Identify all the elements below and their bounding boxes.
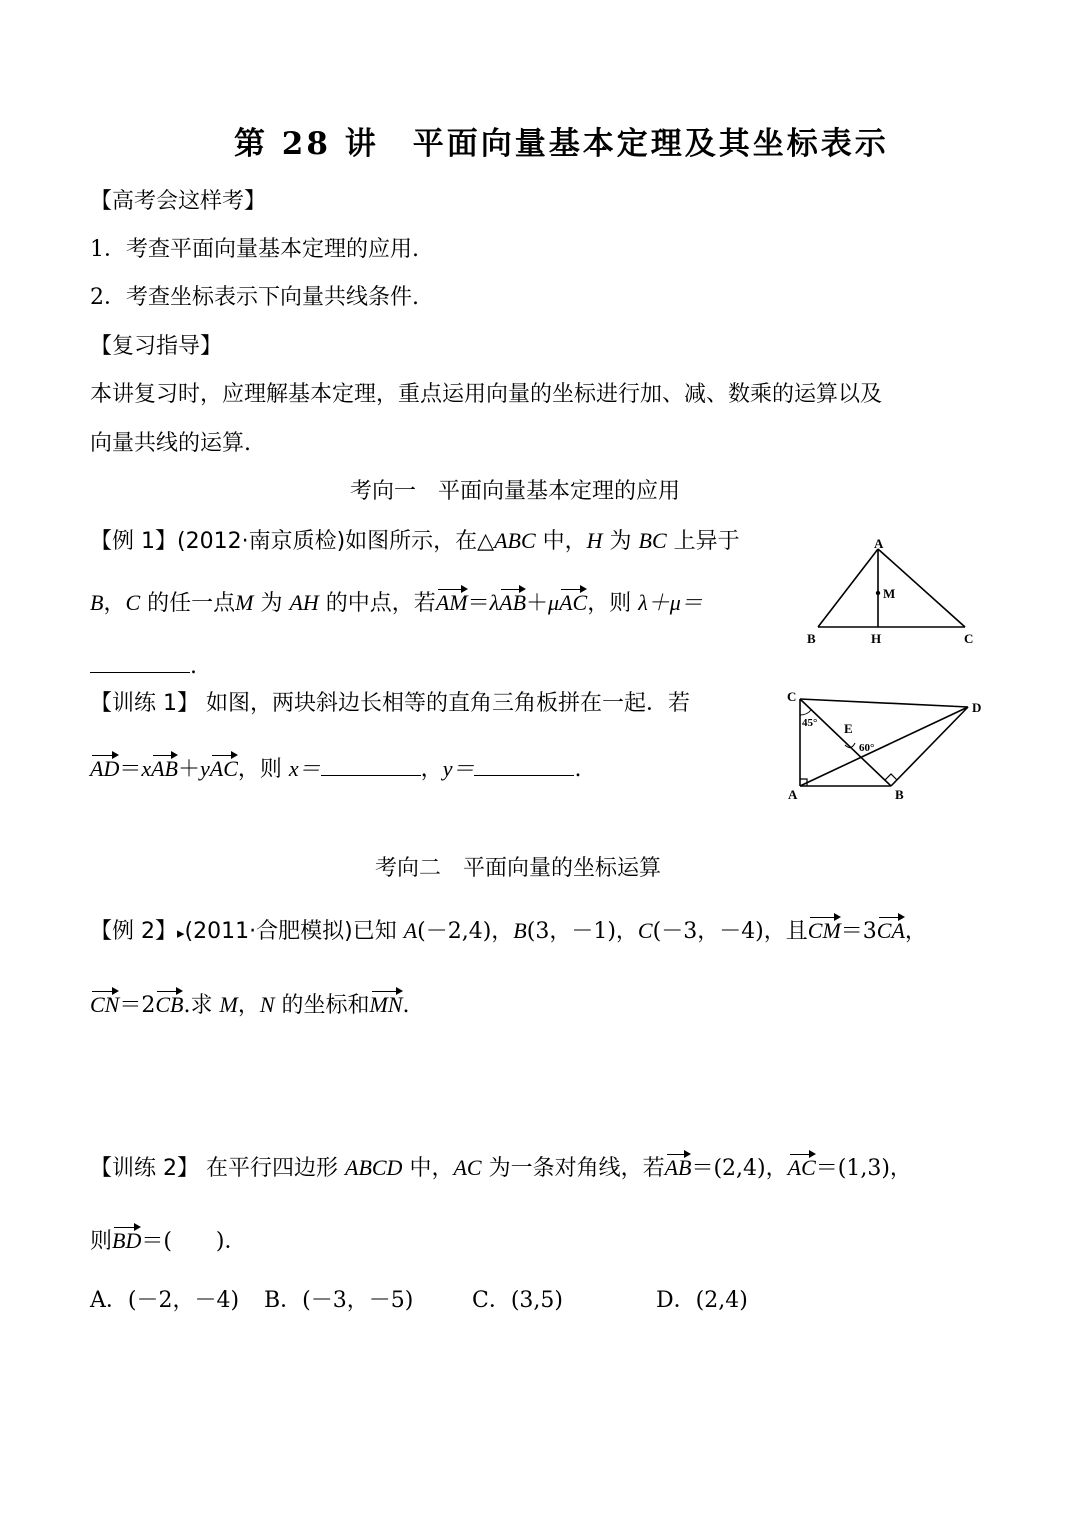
option-c[interactable]: C．(3,5)	[472, 1288, 563, 1313]
label-b: B	[895, 787, 904, 802]
var-x: x	[141, 756, 152, 781]
value-ab: ＝(2,4)，	[691, 1156, 788, 1181]
comma: ，	[103, 591, 126, 616]
equals-2: ＝2	[119, 993, 156, 1018]
label-c: C	[964, 631, 974, 646]
point-m	[876, 591, 880, 595]
var-ah: AH	[289, 590, 319, 615]
value-bd: ＝( )．	[141, 1229, 247, 1254]
training-2-line-2	[90, 1230, 247, 1253]
gaokao-item-2: 2．考查坐标表示下向量共线条件.	[90, 285, 419, 310]
vector-ab: AB	[664, 1155, 692, 1180]
example-2-source: (2011·合肥模拟)	[184, 919, 353, 944]
equals: ＝	[119, 757, 142, 782]
var-a: A	[403, 918, 418, 943]
x-equals: x＝	[288, 756, 321, 781]
var-mu: μ	[548, 590, 560, 615]
coord-a: (－2,4)，	[417, 919, 514, 944]
training-1-text: ，则	[237, 757, 289, 782]
vector-ca: CA	[876, 918, 905, 943]
training-2-text: 在平行四边形	[199, 1156, 345, 1181]
page-title: 第 28 讲 平面向量基本定理及其坐标表示	[234, 126, 889, 162]
edge-ab	[818, 549, 878, 627]
training-2-label: 【训练 2】	[90, 1156, 199, 1181]
example-1-line-1	[90, 530, 740, 553]
option-a[interactable]: A．(－2，－4)	[90, 1288, 240, 1313]
label-angle-60: 60°	[859, 742, 875, 754]
vector-cn: CN	[90, 992, 120, 1017]
vector-cm: CM	[807, 918, 841, 943]
training-2-text: 为一条对角线，若	[481, 1156, 665, 1181]
vector-bd: BD	[112, 1228, 142, 1253]
triangle-abc-figure	[800, 535, 985, 650]
var-bc: BC	[638, 528, 667, 553]
answer-blank-x[interactable]	[321, 757, 421, 776]
training-1-label: 【训练 1】	[90, 691, 199, 716]
training-1-line-2	[90, 757, 581, 781]
label-a: A	[874, 536, 884, 551]
label-h: H	[871, 631, 882, 646]
var-abcd: ABCD	[345, 1155, 403, 1180]
section-1-title: 考向一 平面向量基本定理的应用	[350, 479, 681, 504]
review-line-1: 本讲复习时，应理解基本定理，重点运用向量的坐标进行加、减、数乘的运算以及	[90, 382, 883, 407]
label-angle-45: 45°	[802, 717, 818, 729]
comma: ，	[420, 757, 443, 782]
var-y: y	[200, 756, 210, 781]
example-1-label: 【例 1】	[90, 529, 177, 554]
var-m: M	[219, 992, 238, 1017]
plus: ＋	[178, 757, 201, 782]
label-m: M	[883, 586, 896, 601]
example-1-text: 上异于	[666, 529, 740, 554]
example-2-line-1	[90, 920, 927, 943]
label-e: E	[844, 721, 853, 736]
option-b[interactable]: B．(－3，－5)	[264, 1288, 414, 1313]
period: .	[574, 757, 582, 782]
vector-mn: MN	[369, 992, 403, 1017]
example-2-text: 已知	[352, 919, 404, 944]
label-d: D	[972, 700, 982, 715]
example-1-line-3	[90, 654, 197, 678]
comma: ，	[904, 919, 927, 944]
example-1-text: ，则	[587, 591, 639, 616]
vector-ad: AD	[90, 756, 120, 781]
var-c: C	[637, 918, 653, 943]
var-h: H	[586, 528, 603, 553]
var-b: B	[513, 918, 527, 943]
answer-blank[interactable]	[90, 654, 190, 673]
label-b: B	[807, 631, 816, 646]
coord-b: (3，－1)，	[526, 919, 638, 944]
example-2-text: .求	[183, 993, 220, 1018]
right-angle-b	[885, 774, 897, 780]
edge-ad	[800, 707, 968, 786]
example-2-line-2	[90, 994, 410, 1017]
training-2-text: 中，	[402, 1156, 454, 1181]
training-2-line-1	[90, 1157, 912, 1180]
example-1-text: 如图所示，在△	[345, 529, 495, 554]
var-b: B	[90, 590, 104, 615]
then-text: 则	[90, 1229, 113, 1254]
edge-cd	[800, 699, 968, 707]
var-ac: AC	[453, 1155, 482, 1180]
section-2-title: 考向二 平面向量的坐标运算	[375, 856, 662, 881]
equals-3: ＝3	[840, 919, 877, 944]
period: .	[190, 654, 197, 679]
answer-blank-y[interactable]	[474, 757, 574, 776]
vector-ac: AC	[559, 590, 588, 615]
label-c: C	[787, 689, 797, 704]
example-1-text: 为	[602, 529, 639, 554]
vector-ac: AC	[787, 1155, 816, 1180]
edge-cb	[800, 699, 891, 786]
gaokao-heading: 【高考会这样考】	[90, 189, 267, 214]
var-lambda: λ	[489, 590, 500, 615]
example-2-label: 【例 2】	[90, 919, 177, 944]
review-line-2: 向量共线的运算.	[90, 431, 251, 456]
example-1-text: 的中点，若	[318, 591, 436, 616]
var-n: N	[259, 992, 275, 1017]
example-1-line-2	[90, 592, 703, 615]
gaokao-item-1: 1．考查平面向量基本定理的应用.	[90, 237, 419, 262]
training-1-text: 如图，两块斜边长相等的直角三角板拼在一起．若	[199, 691, 690, 716]
plus: ＋	[526, 591, 549, 616]
vector-cb: CB	[155, 992, 184, 1017]
equals: ＝	[467, 591, 490, 616]
example-1-text: 为	[253, 591, 290, 616]
vector-ac: AC	[209, 756, 238, 781]
label-a: A	[788, 787, 798, 802]
example-1-source: (2012·南京质检)	[177, 529, 346, 554]
coord-c: (－3，－4)，且	[652, 919, 808, 944]
triangle-boards-figure	[783, 685, 993, 810]
value-ac: ＝(1,3)，	[815, 1156, 912, 1181]
comma: ，	[237, 993, 260, 1018]
var-m: M	[235, 590, 254, 615]
edge-bd	[891, 707, 968, 786]
var-abc: ABC	[494, 528, 536, 553]
option-d[interactable]: D．(2,4)	[656, 1288, 748, 1313]
vector-ab: AB	[151, 756, 178, 781]
example-2-text: 的坐标和	[274, 993, 370, 1018]
example-1-text: 的任一点	[140, 591, 236, 616]
arc-45	[800, 710, 811, 715]
vector-am: AM	[435, 590, 468, 615]
lambda-plus-mu: λ＋μ＝	[638, 590, 703, 615]
vector-ab: AB	[499, 590, 527, 615]
review-heading: 【复习指导】	[90, 334, 223, 359]
y-equals: y＝	[442, 756, 475, 781]
example-1-text: 中，	[535, 529, 587, 554]
period: .	[402, 993, 410, 1018]
marker-icon: ▸	[177, 924, 185, 942]
var-c: C	[125, 590, 141, 615]
training-1-line-1	[90, 693, 690, 715]
